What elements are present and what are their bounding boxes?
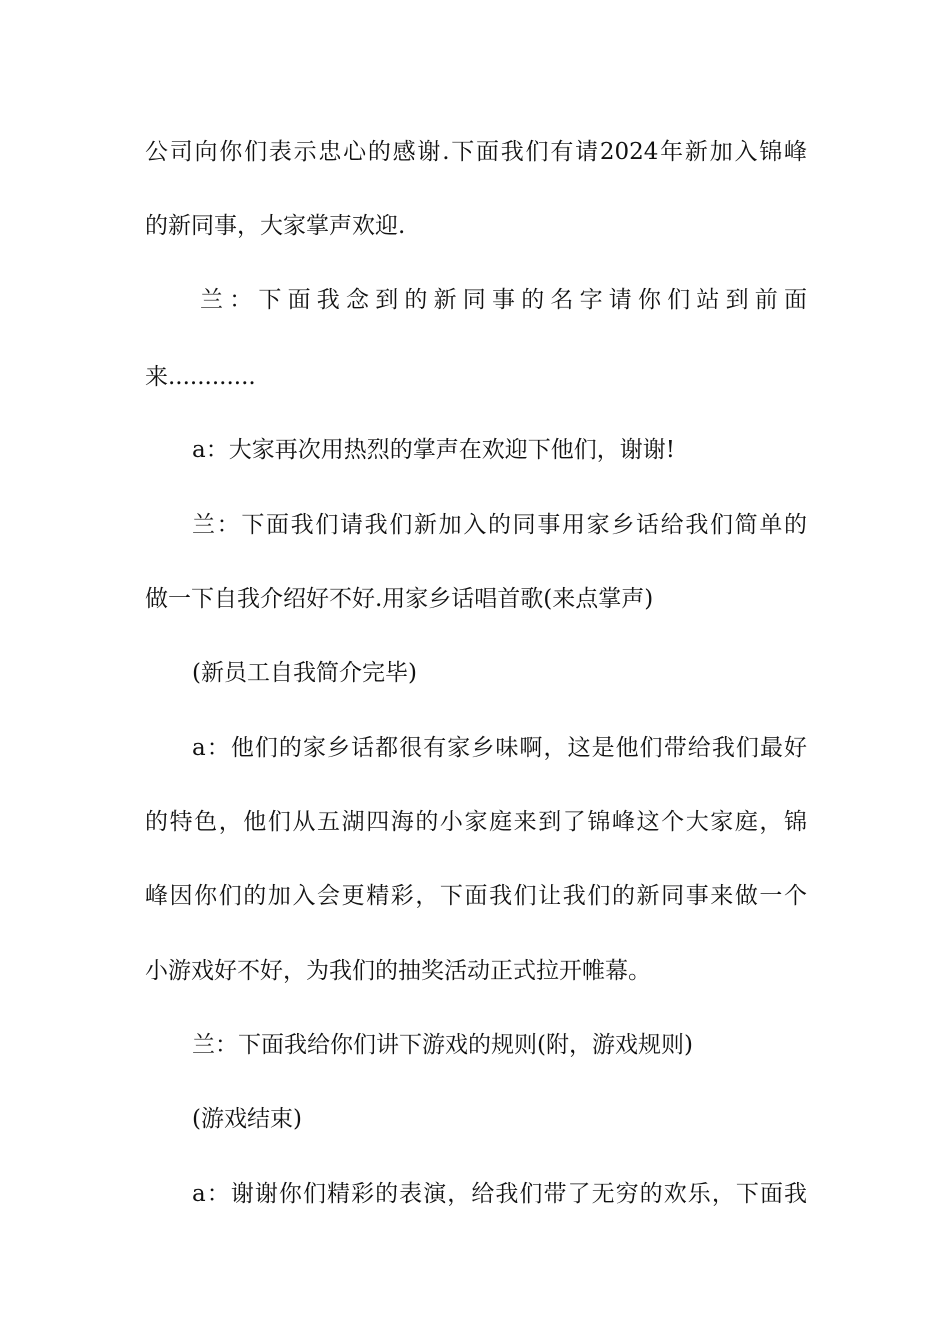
text-line: 来............ bbox=[145, 364, 256, 390]
text-line: a：他们的家乡话都很有家乡味啊，这是他们带给我们最好 bbox=[192, 735, 807, 761]
text-line: 小游戏好不好，为我们的抽奖活动正式拉开帷幕。 bbox=[145, 958, 651, 984]
text-line: 的特色，他们从五湖四海的小家庭来到了锦峰这个大家庭，锦 bbox=[145, 809, 807, 835]
text-line: 的新同事，大家掌声欢迎. bbox=[145, 213, 406, 239]
text-line: 做一下自我介绍好不好.用家乡话唱首歌(来点掌声) bbox=[145, 586, 654, 612]
text-line: 兰：下面我给你们讲下游戏的规则(附，游戏规则) bbox=[192, 1032, 693, 1058]
text-line: 兰：下面我们请我们新加入的同事用家乡话给我们简单的 bbox=[192, 512, 807, 538]
text-line: a：大家再次用热烈的掌声在欢迎下他们，谢谢! bbox=[192, 437, 675, 463]
text-line: (新员工自我简介完毕) bbox=[192, 660, 417, 686]
text-line: a：谢谢你们精彩的表演，给我们带了无穷的欢乐，下面我 bbox=[192, 1181, 807, 1207]
text-line: (游戏结束) bbox=[192, 1106, 302, 1132]
text-line: 兰：下面我念到的新同事的名字请你们站到前面 bbox=[200, 287, 807, 313]
text-line: 峰因你们的加入会更精彩，下面我们让我们的新同事来做一个 bbox=[145, 883, 807, 909]
text-line: 公司向你们表示忠心的感谢.下面我们有请2024年新加入锦峰 bbox=[145, 139, 807, 165]
